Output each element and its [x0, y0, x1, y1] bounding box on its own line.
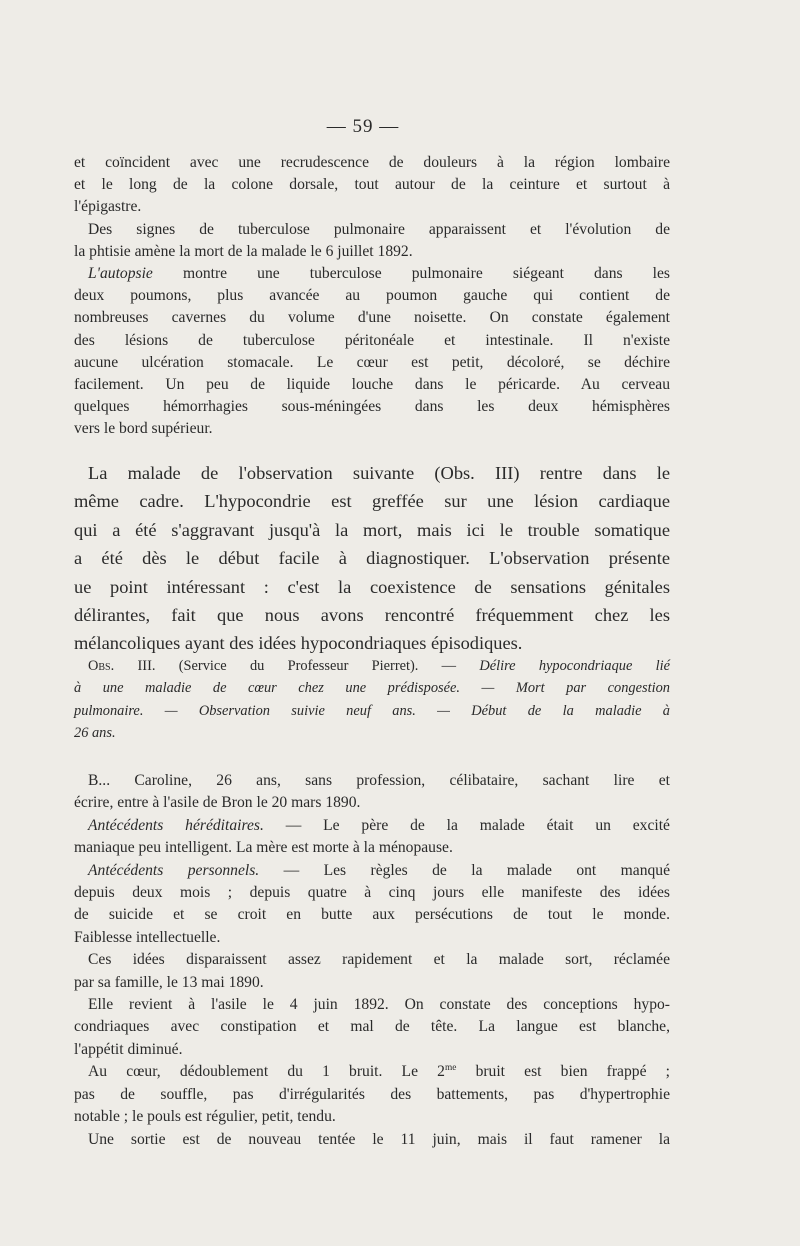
line-text: Une sortie est de nouveau tentée le 11 juin, mais il faut ramener la — [88, 1130, 670, 1148]
text-line — [74, 629, 670, 657]
text-line — [74, 196, 670, 218]
text-line — [74, 1039, 670, 1061]
text-line — [74, 174, 670, 196]
italic-text: Antécédents héréditaires. — [88, 816, 264, 834]
line-text: délirantes, fait que nous avons rencontré fréquemment chez les — [74, 605, 670, 626]
text-line — [74, 285, 670, 307]
text-line — [74, 722, 670, 744]
line-text: Des signes de tuberculose pulmonaire apparaissent et l'évolution de — [88, 220, 670, 238]
italic-text: pulmonaire. — Observation suivie neuf ans. — Début de la maladie à — [74, 702, 670, 719]
line-text: nombreuses cavernes du volume d'une noisette. On constate également — [74, 309, 670, 327]
text-line — [74, 882, 670, 904]
text-line — [74, 1106, 670, 1128]
text-line — [74, 837, 670, 859]
text-line — [74, 307, 670, 329]
text-line — [74, 152, 670, 174]
text-line — [74, 792, 670, 814]
small-caps-text: Obs. III. — [88, 658, 156, 674]
text-line — [74, 219, 670, 241]
line-text: deux poumons, plus avancée au poumon gauche qui contient de — [74, 287, 670, 305]
line-text: Ces idées disparaissent assez rapidement et la malade sort, réclamée — [88, 951, 670, 969]
text-line — [74, 655, 670, 677]
text-line — [74, 601, 670, 629]
line-text: Au cœur, dédoublement du 1 bruit. Le 2 — [88, 1063, 445, 1081]
line-text: a été dès le début facile à diagnostiquer. L'observation présente — [74, 548, 670, 569]
line-text: l'appétit diminué. — [74, 1040, 183, 1058]
text-line — [74, 330, 670, 352]
line-text: facilement. Un peu de liquide louche dans le péricarde. Au cerveau — [74, 376, 670, 394]
line-text: des lésions de tuberculose péritonéale et intestinale. Il n'existe — [74, 331, 670, 349]
line-text: montre une tuberculose pulmonaire siégeant dans les — [152, 265, 670, 283]
text-line — [74, 949, 670, 971]
text-line — [74, 972, 670, 994]
text-line — [74, 544, 670, 572]
text-line — [74, 573, 670, 601]
line-text: et coïncident avec une recrudescence de douleurs à la région lombaire — [74, 154, 670, 171]
paragraph-autopsy — [74, 152, 670, 441]
text-line — [74, 1129, 670, 1151]
text-line — [74, 927, 670, 949]
line-text: la phtisie amène la mort de la malade le 6 juillet 1892. — [74, 242, 413, 260]
observation-body — [74, 770, 670, 1151]
line-text: (Service du Professeur Pierret). — — [155, 658, 480, 674]
line-text: qui a été s'aggravant jusqu'à la mort, mais ici le trouble somatique — [74, 519, 670, 540]
text-line — [74, 860, 670, 882]
line-text: quelques hémorrhagies sous-méningées dans les deux hémisphères — [74, 398, 670, 416]
text-line — [74, 396, 670, 418]
text-line — [74, 459, 670, 487]
line-text: mélancoliques ayant des idées hypocondriaques épisodiques. — [74, 633, 523, 654]
line-text: condriaques avec constipation et mal de tête. La langue est blanche, — [74, 1018, 670, 1036]
line-text: bruit est bien frappé ; — [456, 1063, 670, 1081]
text-line — [74, 700, 670, 722]
line-text: vers le bord supérieur. — [74, 420, 213, 438]
line-text: La malade de l'observation suivante (Obs. III) rentre dans le — [88, 463, 670, 483]
superscript-text: me — [444, 1063, 457, 1074]
text-line — [74, 241, 670, 263]
line-text: par sa famille, le 13 mai 1890. — [74, 973, 264, 991]
text-line — [74, 487, 670, 515]
observation-heading — [74, 655, 670, 745]
line-text: aucune ulcération stomacale. Le cœur est petit, décoloré, se déchire — [74, 353, 670, 371]
text-line — [74, 352, 670, 374]
line-text: pas de souffle, pas d'irrégularités des battements, pas d'hypertrophie — [74, 1085, 670, 1103]
line-text: notable ; le pouls est régulier, petit, tendu. — [74, 1108, 336, 1126]
line-text: de suicide et se croit en butte aux persécutions de tout le monde. — [74, 906, 670, 924]
text-line — [74, 516, 670, 544]
italic-text: Délire hypocondriaque lié — [479, 658, 671, 674]
italic-text: 26 ans. — [74, 725, 116, 742]
italic-text: L'autopsie — [88, 265, 153, 283]
text-line — [74, 677, 670, 699]
line-text: B... Caroline, 26 ans, sans profession, célibataire, sachant lire et — [88, 772, 670, 789]
text-line — [74, 770, 670, 792]
text-line — [74, 263, 670, 285]
line-text: et le long de la colone dorsale, tout autour de la ceinture et surtout à — [74, 176, 670, 194]
italic-text: Antécédents personnels. — [88, 861, 260, 879]
text-line — [74, 1016, 670, 1038]
line-text: ue point intéressant : c'est la coexistence de sensations génitales — [74, 576, 670, 597]
line-text: — Les règles de la malade ont manqué — [259, 861, 671, 879]
line-text: maniaque peu intelligent. La mère est morte à la ménopause. — [74, 839, 453, 857]
line-text: Faiblesse intellectuelle. — [74, 928, 221, 946]
line-text: depuis deux mois ; depuis quatre à cinq jours elle manifeste des idées — [74, 884, 670, 902]
paragraph-introduction-obs-iii — [74, 459, 670, 658]
text-line — [74, 994, 670, 1016]
text-line — [74, 815, 670, 837]
italic-text: à une maladie de cœur chez une prédisposée. — Mort par congestion — [74, 680, 670, 697]
text-line — [74, 1061, 670, 1083]
line-text: écrire, entre à l'asile de Bron le 20 mars 1890. — [74, 794, 361, 812]
text-line — [74, 418, 670, 440]
text-line — [74, 374, 670, 396]
line-text: — Le père de la malade était un excité — [263, 816, 670, 834]
line-text: l'épigastre. — [74, 198, 142, 216]
line-text: même cadre. L'hypocondrie est greffée sur une lésion cardiaque — [74, 491, 670, 512]
text-line — [74, 904, 670, 926]
page-number: — 59 — — [326, 116, 400, 137]
line-text: Elle revient à l'asile le 4 juin 1892. On constate des conceptions hypo- — [88, 996, 670, 1014]
text-line — [74, 1084, 670, 1106]
